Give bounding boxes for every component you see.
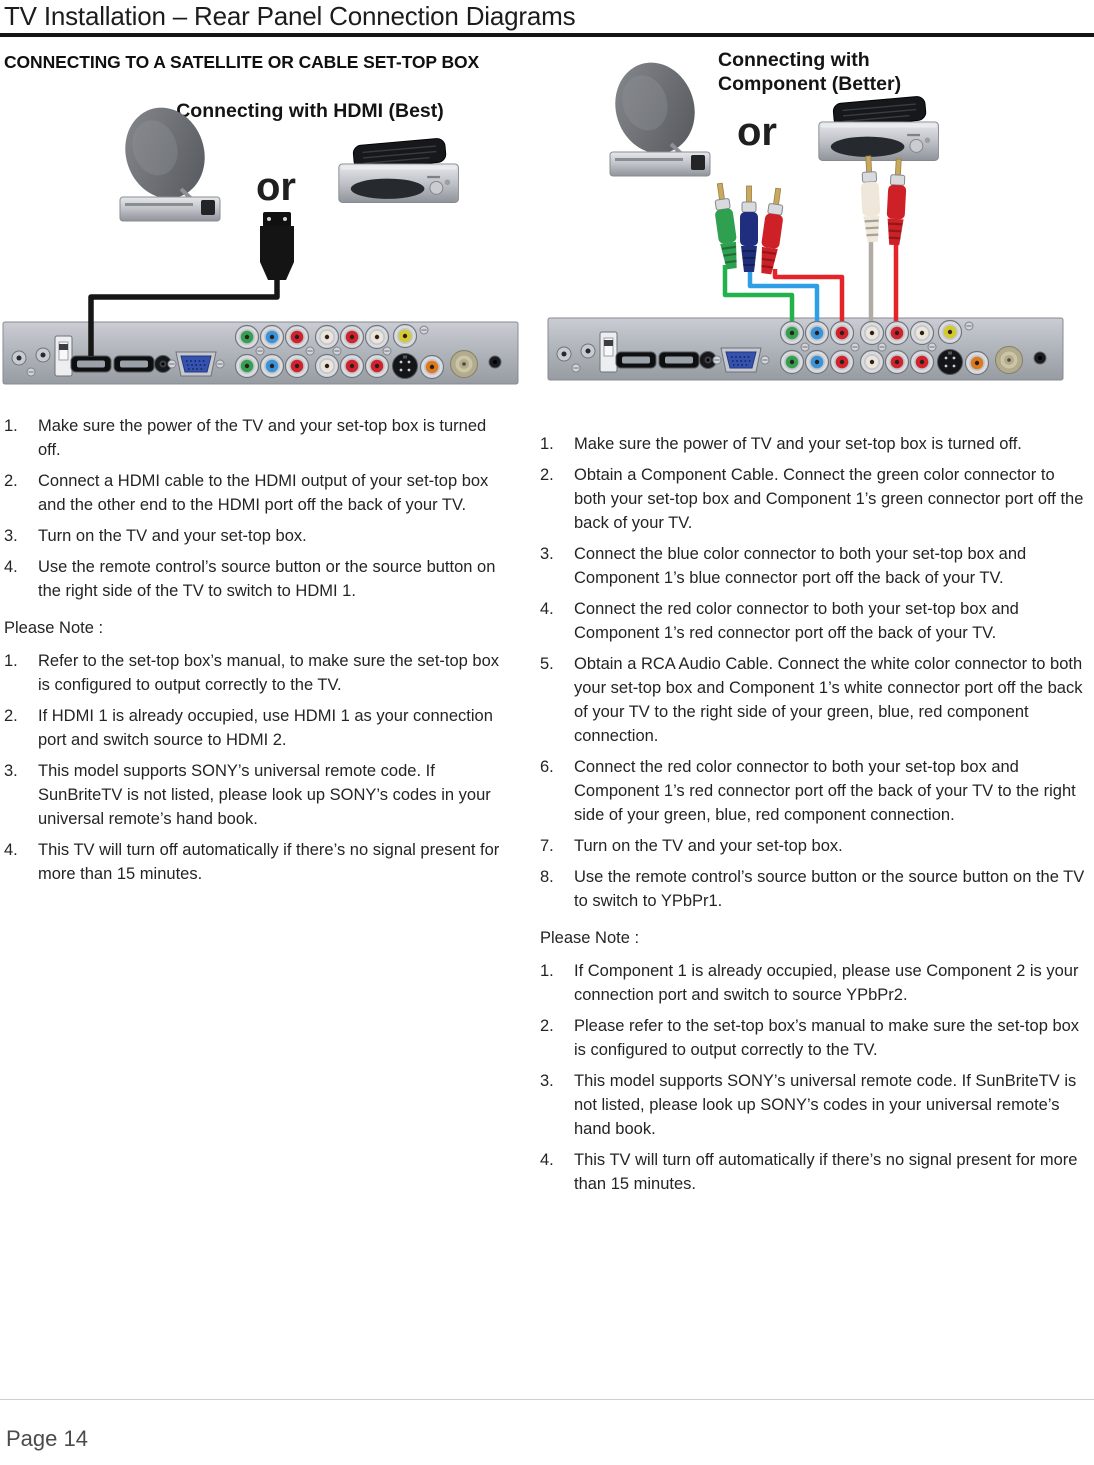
note-text: This TV will turn off automatically if there’s no signal present for more than 15 minutes. xyxy=(38,841,500,883)
note-number: 1. xyxy=(4,652,18,670)
note-number: 4. xyxy=(4,841,18,859)
hdmi-connection-diagram xyxy=(0,90,530,392)
hdmi-diagram-heading: Connecting with HDMI (Best) xyxy=(176,100,444,122)
note-heading: Please Note : xyxy=(4,619,104,637)
or-label: or xyxy=(256,165,296,209)
list-item xyxy=(4,555,508,603)
footer-divider xyxy=(0,1399,1094,1400)
green-wire xyxy=(725,265,792,321)
list-item xyxy=(540,1148,1090,1196)
list-item xyxy=(4,649,508,697)
section-heading: CONNECTING TO A SATELLITE OR CABLE SET-TOP BOX xyxy=(4,52,480,72)
list-item xyxy=(4,704,508,752)
red-plug xyxy=(757,187,787,275)
step-number: 3. xyxy=(4,527,18,545)
step-number: 4. xyxy=(540,600,554,618)
note-number: 3. xyxy=(540,1072,554,1090)
satellite-dish-receiver xyxy=(114,97,220,221)
list-item xyxy=(540,1069,1090,1141)
list-item xyxy=(540,755,1090,827)
step-text: Make sure the power of TV and your set-top box is turned off. xyxy=(574,435,1022,453)
blue-plug xyxy=(740,186,758,272)
component-instructions xyxy=(540,432,1090,1203)
list-item xyxy=(540,597,1090,645)
step-text: Turn on the TV and your set-top box. xyxy=(38,527,307,545)
white-plug xyxy=(859,156,881,243)
note-text: This TV will turn off automatically if there’s no signal present for more than 15 minutes. xyxy=(574,1151,1078,1193)
list-item xyxy=(4,759,508,831)
step-number: 1. xyxy=(540,435,554,453)
list-item xyxy=(540,432,1090,456)
step-number: 6. xyxy=(540,758,554,776)
step-text: Use the remote control’s source button or the source button on the right side of the TV to switch to HDMI 1. xyxy=(38,558,496,600)
note-number: 2. xyxy=(540,1017,554,1035)
list-item xyxy=(540,834,1090,858)
set-top-box xyxy=(339,138,459,203)
red-audio-plug xyxy=(885,159,907,246)
step-number: 3. xyxy=(540,545,554,563)
note-text: Refer to the set-top box’s manual, to make sure the set-top box is configured to output correctly to the TV. xyxy=(38,652,500,694)
list-item xyxy=(4,469,508,517)
step-number: 2. xyxy=(4,472,18,490)
list-item xyxy=(540,1014,1090,1062)
list-item xyxy=(540,959,1090,1007)
hdmi-plug xyxy=(260,212,294,280)
note-number: 3. xyxy=(4,762,18,780)
step-number: 8. xyxy=(540,868,554,886)
page-title: TV Installation – Rear Panel Connection Diagrams xyxy=(4,1,576,31)
list-item xyxy=(4,414,508,462)
component-connection-diagram xyxy=(540,45,1094,393)
note-number: 4. xyxy=(540,1151,554,1169)
step-text: Connect the red color connector to both your set-top box and Component 1’s red connector port off the back of your TV to the right side of your green, blue, red component connection. xyxy=(574,758,1076,824)
title-rule xyxy=(0,33,1094,37)
list-item xyxy=(540,865,1090,913)
note-text: This model supports SONY’s universal remote code. If SunBriteTV is not listed, please look up SONY’s codes in your universal remote’s hand book. xyxy=(38,762,491,828)
tv-rear-panel xyxy=(3,322,518,384)
set-top-box xyxy=(819,96,939,161)
component-diagram-heading-line1: Connecting with xyxy=(718,49,870,71)
component-cable-plugs xyxy=(711,182,787,275)
step-number: 1. xyxy=(4,417,18,435)
list-item xyxy=(4,524,508,548)
component-diagram-heading-line2: Component (Better) xyxy=(718,73,902,95)
step-text: Obtain a Component Cable. Connect the green color connector to both your set-top box and Component 1’s green connector port off the back of your TV. xyxy=(574,466,1084,532)
step-number: 7. xyxy=(540,837,554,855)
page-number: Page 14 xyxy=(6,1426,88,1451)
or-label: or xyxy=(737,110,777,154)
step-text: Connect the blue color connector to both your set-top box and Component 1’s blue connector port off the back of your TV. xyxy=(574,545,1027,587)
step-number: 2. xyxy=(540,466,554,484)
list-item xyxy=(540,463,1090,535)
step-text: Turn on the TV and your set-top box. xyxy=(574,837,843,855)
audio-cable-plugs xyxy=(859,156,907,246)
step-text: Use the remote control’s source button or the source button on the TV to switch to YPbPr1. xyxy=(574,868,1085,910)
list-item xyxy=(540,542,1090,590)
note-text: If HDMI 1 is already occupied, use HDMI 1 as your connection port and switch source to HDMI 2. xyxy=(38,707,493,749)
list-item xyxy=(4,838,508,886)
green-plug xyxy=(711,182,741,270)
hdmi-instructions xyxy=(4,414,508,893)
step-text: Make sure the power of the TV and your set-top box is turned off. xyxy=(38,417,487,459)
step-number: 5. xyxy=(540,655,554,673)
note-number: 1. xyxy=(540,962,554,980)
note-text: Please refer to the set-top box’s manual to make sure the set-top box is configured to output correctly to the TV. xyxy=(574,1017,1080,1059)
step-number: 4. xyxy=(4,558,18,576)
tv-rear-panel xyxy=(548,318,1063,380)
note-text: If Component 1 is already occupied, please use Component 2 is your connection port and switch to source YPbPr2. xyxy=(574,962,1079,1004)
note-text: This model supports SONY’s universal remote code. If SunBriteTV is not listed, please look up SONY’s codes in your universal remote’s hand book. xyxy=(574,1072,1077,1138)
satellite-dish-receiver xyxy=(604,52,710,176)
step-text: Connect the red color connector to both your set-top box and Component 1’s red connector port off the back of your TV. xyxy=(574,600,1019,642)
note-number: 2. xyxy=(4,707,18,725)
list-item xyxy=(540,652,1090,748)
step-text: Connect a HDMI cable to the HDMI output of your set-top box and the other end to the HDMI port off the back of your TV. xyxy=(38,472,489,514)
note-heading: Please Note : xyxy=(540,929,640,947)
step-text: Obtain a RCA Audio Cable. Connect the white color connector to both your set-top box and Component 1’s white connector port off the back of your TV to the right side of your green, blue, red component connection. xyxy=(574,655,1083,745)
